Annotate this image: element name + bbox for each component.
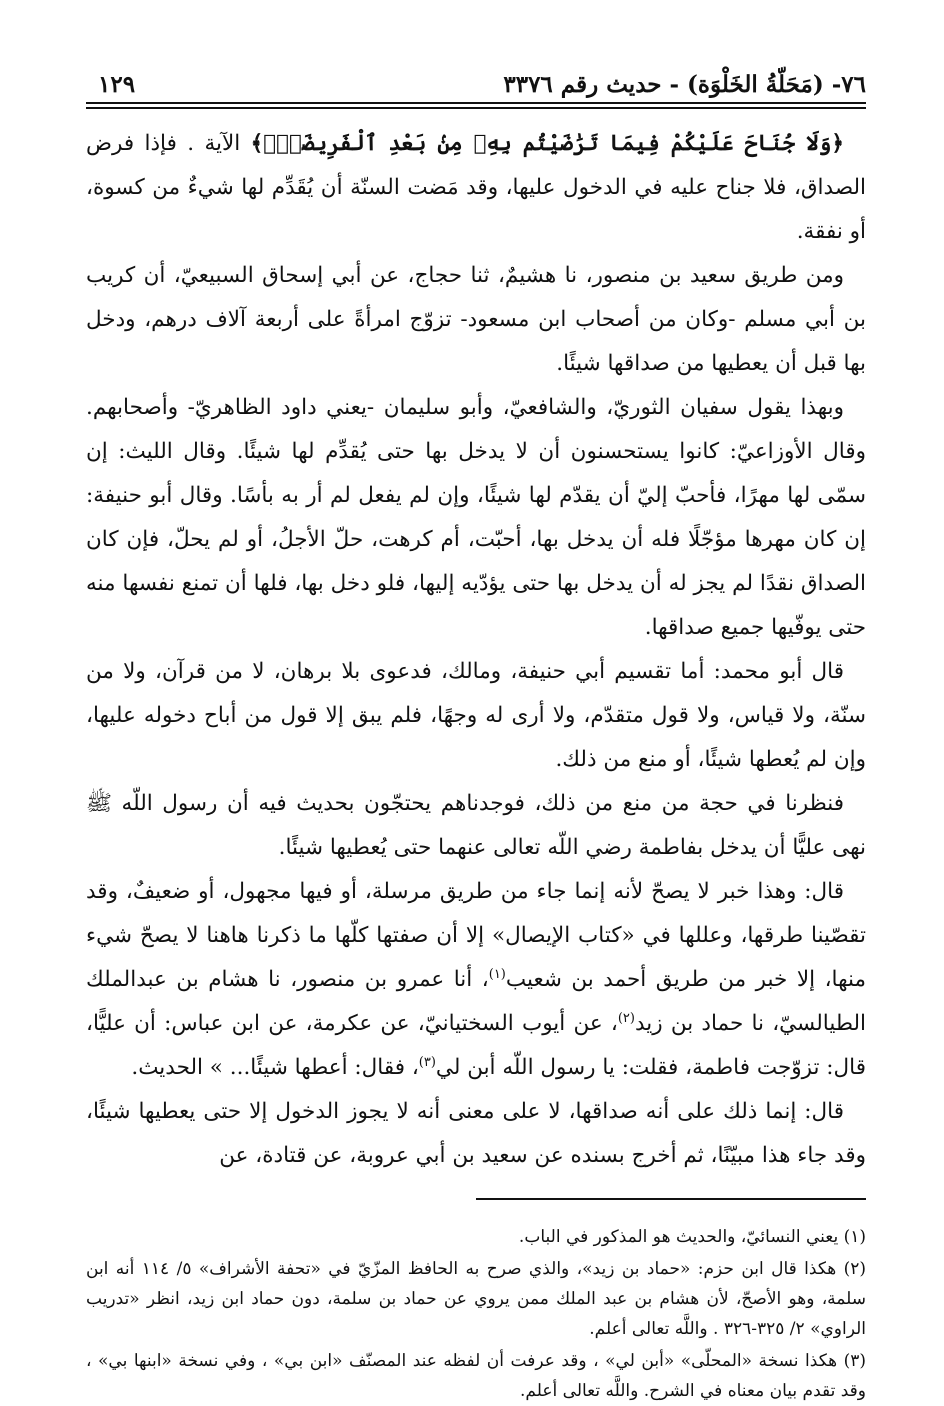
paragraph-5: فنظرنا في حجة من منع من ذلك، فوجدناهم يحتجّون بحديث فيه أن رسول اللّه ﷺ نهى عليًّا أن يدخل بفاطمة رضي اللّه تعالى عنهما حتى يُعطيها شيئًا. bbox=[86, 791, 866, 860]
footnote-2: (٢) هكذا قال ابن حزم: «حماد بن زيد»، والذي صرح به الحافظ المزّيّ في «تحفة الأشراف» ٥/ ١١٤ أنه ابن سلمة، وهو الأصحّ، لأن هشام بن عبد الملك ممن يروي عن حماد بن سلمة، دون حماد ابن زيد، انظر «تدريب الراوي» ٢/ ٣٢٥-٣٢٦ . واللَّه تعالى أعلم. bbox=[86, 1259, 866, 1339]
paragraph-text: ، أنا عمرو بن منصور، نا هشام بن عبدالملك الطيالسيّ، نا حماد بن زيد bbox=[86, 967, 866, 1036]
paragraph-2: ومن طريق سعيد بن منصور، نا هشيمٌ، ثنا حجاج، عن أبي إسحاق السبيعيّ، أن كريب بن أبي مسلم -وكان من أصحاب ابن مسعود- تزوّج امرأةً على أربعة آلاف درهم، ودخل بها قبل أن يعطيها من صداقها شيئًا. bbox=[86, 263, 866, 376]
footnotes bbox=[86, 1222, 866, 1406]
footnote-ref-3[interactable]: (٣) bbox=[418, 1054, 436, 1070]
footnote-ref-1[interactable]: (١) bbox=[488, 966, 506, 982]
paragraph-7: قال: إنما ذلك على أنه صداقها، لا على معنى أنه لا يجوز الدخول إلا حتى يعطيها شيئًا، وقد جاء هذا مبيّنًا، ثم أخرج بسنده عن سعيد بن أبي عروبة، عن قتادة، عن bbox=[86, 1099, 866, 1168]
paragraph-4: قال أبو محمد: أما تقسيم أبي حنيفة، ومالك، فدعوى بلا برهان، لا من قرآن، ولا من سنّة، ولا قياس، ولا قول متقدّم، ولا أرى له وجهًا، فلم يبق إلا قول من أباح دخوله عليها، وإن لم يُعطها شيئًا، أو منع من ذلك. bbox=[86, 659, 866, 772]
paragraph-text: الآية . فإذا فرض الصداق، فلا جناح عليه في الدخول عليها، وقد مَضت السنّة أن يُقَدِّم لها شيءٌ من كسوة، أو نفقة. bbox=[86, 131, 866, 244]
paragraph-3: وبهذا يقول سفيان الثوريّ، والشافعيّ، وأبو سليمان -يعني داود الظاهريّ- وأصحابهم. وقال الأوزاعيّ: كانوا يستحسنون أن لا يدخل بها حتى يُقدِّم لها شيئًا. وقال الليث: إن سمّى لها مهرًا، فأحبّ إليّ أن يقدّم لها شيئًا، وإن لم يفعل لم أر به بأسًا. وقال أبو حنيفة: إن كان مهرها مؤجّلًا فله أن يدخل بها، أحبّت، أم كرهت، حلّ الأجلُ، أو لم يحلّ، فإن كان الصداق نقدًا لم يجز له أن يدخل بها حتى يؤدّيه إليها، فلو دخل بها، فلها أن تمنع نفسها منه حتى يوفّيها جميع صداقها. bbox=[86, 395, 866, 640]
paragraph-1 bbox=[86, 122, 866, 254]
main-text bbox=[86, 122, 866, 1178]
paragraph-6 bbox=[86, 870, 866, 1090]
running-title: ٧٦- (مَحَلّةُ الخَلْوَة) - حديث رقم ٣٣٧٦ bbox=[503, 71, 866, 98]
footnote-3: (٣) هكذا نسخة «المحلّى» «أبن لي» ، وقد عرفت أن لفظه عند المصنّف «ابن بي» ، وفي نسخة «ابنها بي» ، وقد تقدم بيان معناه في الشرح. واللَّه تعالى أعلم. bbox=[86, 1351, 866, 1401]
paragraph-text: ، فقال: أعطها شيئًا... » الحديث. bbox=[131, 1055, 419, 1080]
header-rule bbox=[86, 100, 866, 112]
paragraph-text: ، عن أيوب السختيانيّ، عن عكرمة، عن ابن عباس: أن عليًّا، قال: تزوّجت فاطمة، فقلت: يا رسول اللّه أبن لي bbox=[86, 1011, 866, 1080]
footnote-ref-2[interactable]: (٢) bbox=[617, 1010, 635, 1026]
page-number: ١٢٩ bbox=[98, 71, 136, 98]
paragraph-text: قال: وهذا خبر لا يصحّ لأنه إنما جاء من طريق مرسلة، أو فيها مجهول، أو ضعيفٌ، وقد تقصّينا طرقها، وعللها في «كتاب الإيصال» إلا أن صفتها كلّها ما ذكرنا هاهنا لا يصحّ شيء منها، إلا خبر من طريق أحمد بن شعيب bbox=[86, 879, 866, 992]
footnote-1: (١) يعني النسائيّ، والحديث هو المذكور في الباب. bbox=[518, 1227, 866, 1247]
page-header bbox=[86, 58, 866, 98]
quran-verse: ﴿وَلَا جُنَاحَ عَلَيْكُمْ فِيمَا تَرَٰضَيْتُم بِهِۦ مِنۢ بَعْدِ ٱلْفَرِيضَةِۚ﴾ bbox=[250, 131, 844, 156]
footnote-divider bbox=[476, 1198, 866, 1200]
